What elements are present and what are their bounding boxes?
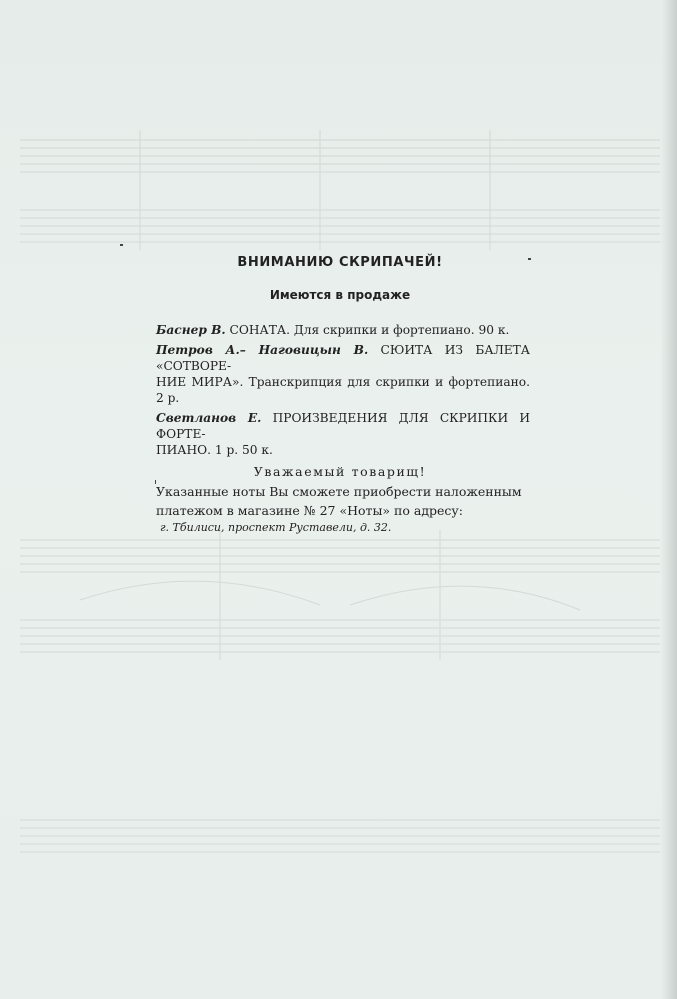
announcement-heading: ВНИМАНИЮ СКРИПАЧЕЙ! (237, 255, 443, 270)
entry-author: Светланов Е. (156, 411, 262, 425)
catalog-entry (156, 342, 530, 406)
print-speck (120, 244, 123, 246)
catalog-entry (156, 322, 530, 338)
print-speck (528, 258, 531, 260)
page-edge-shadow (661, 0, 677, 999)
greeting: Уважаемый товарищ! (253, 464, 427, 479)
entry-author: Петров А.– Наговицын В. (156, 343, 369, 357)
entry-text: ПРОИЗВЕДЕНИЯ ДЛЯ СКРИПКИ И ФОРТЕ- (156, 411, 531, 441)
body-line: Указанные ноты Вы сможете приобрести наложенным (156, 484, 522, 499)
entry-text: СЮИТА ИЗ БАЛЕТА «СОТВОРЕ- (156, 343, 530, 373)
entry-text-continued: НИЕ МИРА». Транскрипция для скрипки и фортепиано. 2 р. (156, 375, 530, 405)
print-speck (155, 480, 156, 484)
entry-text: СОНАТА. Для скрипки и фортепиано. 90 к. (225, 323, 510, 337)
catalog-entry (156, 410, 530, 458)
store-address: г. Тбилиси, проспект Руставели, д. 32. (160, 521, 392, 534)
entry-text-continued: ПИАНО. 1 р. 50 к. (156, 443, 273, 457)
announcement-subheading: Имеются в продаже (269, 288, 411, 302)
announcement (150, 255, 530, 534)
entry-author: Баснер В. (156, 323, 226, 337)
body-line: платежом в магазине № 27 «Ноты» по адресу: (156, 503, 463, 518)
